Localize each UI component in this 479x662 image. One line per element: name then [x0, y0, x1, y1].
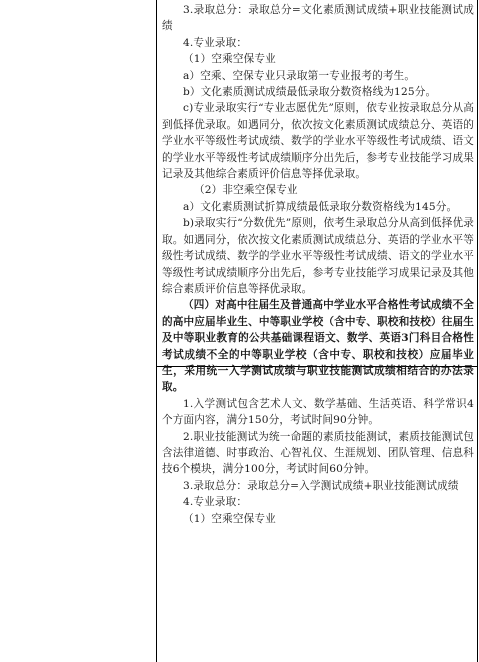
paragraph-flight-b: b）文化素质测试成绩最低录取分数资格线为125分。 — [183, 86, 437, 99]
paragraph-major-admission-2: 4.专业录取： — [183, 496, 248, 509]
paragraph-other-a: a）文化素质测试折算成绩最低录取分数资格线为145分。 — [183, 200, 458, 213]
paragraph-section-four: （四）对高中往届生及普通高中学业水平合格性考试成绩不全的高中应届毕业生、中等职业学校（含中专、职校和技校）往届生及中等职业教育的公共基础课程语文、数学、英语3门科目合格性考试成绩不全的中等职业学校（含中专、职校和技校）应届毕业生，采用统一入学测试成绩与职业技能测试成绩相结合的办法录取。 — [162, 299, 474, 394]
paragraph-flight-c: c)专业录取实行“专业志愿优先”原则，依专业按录取总分从高到低择优录取。如遇同分，依次按文化素质测试成绩总分、英语的学业水平等级性考试成绩、数学的学业水平等级性考试成绩、语文的学业水平等级性考试成绩顺序分出先后，参考专业技能学习成果记录及其他综合素质评价信息等择优录取。 — [162, 102, 474, 181]
paragraph-flight-major-heading: （1）空乘空保专业 — [183, 53, 276, 66]
paragraph-total-score-2: 3.录取总分：录取总分=入学测试成绩+职业技能测试成绩 — [183, 479, 459, 492]
paragraph-flight-a: a）空乘、空保专业只录取第一专业报考的考生。 — [183, 69, 416, 82]
paragraph-skill-test: 2.职业技能测试为统一命题的素质技能测试，素质技能测试包含法律道德、时事政治、心智礼仪、生涯规划、团队管理、信息科技6个模块，满分100分，考试时间60分钟。 — [162, 430, 474, 476]
paragraph-flight-major-heading-2: （1）空乘空保专业 — [183, 512, 276, 525]
table-left-border — [156, 0, 157, 662]
paragraph-entrance-test: 1.入学测试包含艺术人文、数学基础、生活英语、科学常识4个方面内容，满分150分，考试时间90分钟。 — [162, 397, 474, 427]
paragraph-total-score: 3.录取总分：录取总分=文化素质测试成绩+职业技能测试成绩 — [162, 4, 474, 33]
paragraph-other-major-heading: （2）非空乘空保专业 — [194, 184, 298, 197]
table-right-border — [477, 0, 478, 662]
content-cell — [162, 2, 474, 527]
paragraph-major-admission: 4.专业录取： — [183, 36, 248, 49]
paragraph-other-b: b)录取实行“分数优先”原则，依考生录取总分从高到低择优录取。如遇同分，依次按文化素质测试成绩总分、英语的学业水平等级性考试成绩、数学的学业水平等级性考试成绩、语文的学业水平等级性考试成绩顺序分出先后，参考专业技能学习成果记录及其他综合素质评价信息等择优录取。 — [162, 217, 474, 295]
